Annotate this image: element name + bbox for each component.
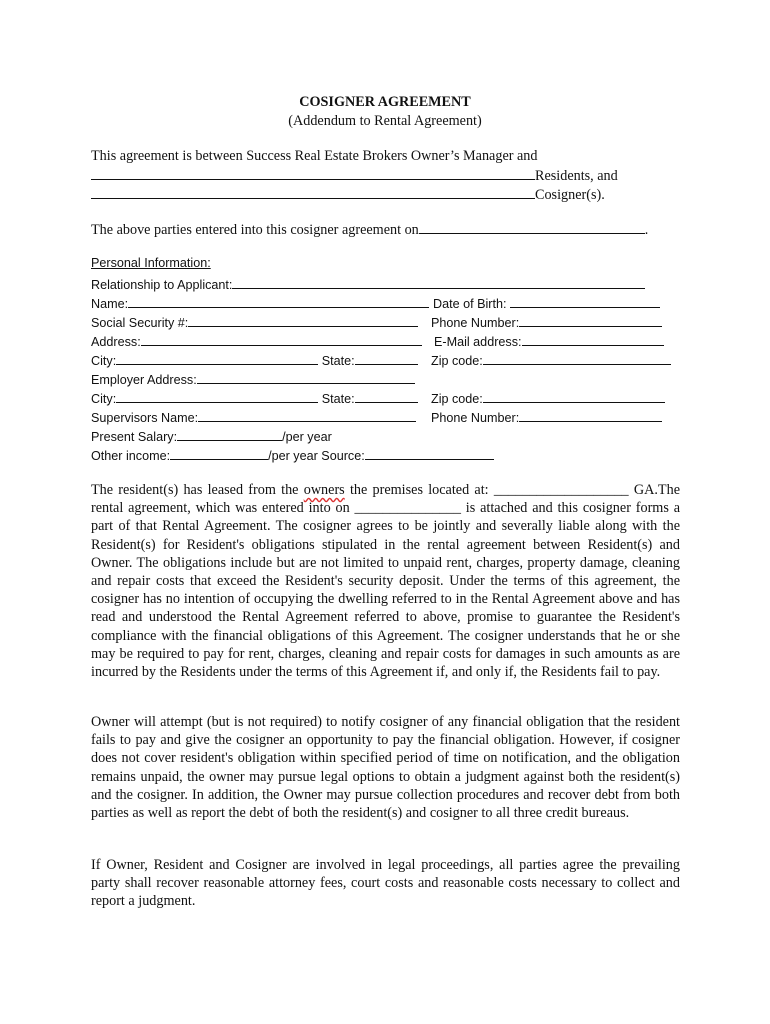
residents-blank[interactable]	[91, 166, 535, 180]
other-income-row	[91, 446, 494, 463]
relationship-row	[91, 275, 645, 292]
income-source-field[interactable]	[365, 446, 494, 460]
zip2-label: Zip code:	[431, 392, 483, 406]
dob-label: Date of Birth:	[433, 297, 507, 311]
salary-field[interactable]	[177, 427, 282, 441]
relationship-field[interactable]	[232, 275, 645, 289]
phone-field[interactable]	[519, 313, 662, 327]
city-field[interactable]	[116, 351, 318, 365]
salary-row	[91, 427, 332, 444]
cosigners-blank[interactable]	[91, 185, 535, 199]
supervisor-label: Supervisors Name:	[91, 411, 199, 425]
ssn-label: Social Security #:	[91, 316, 189, 330]
entered-line	[91, 220, 648, 239]
phone2-row	[431, 408, 662, 425]
entered-end: .	[644, 222, 649, 238]
entered-text: The above parties entered into this cosigner agreement on	[91, 222, 419, 238]
employer-address-field[interactable]	[197, 370, 415, 384]
dob-field[interactable]	[510, 294, 660, 308]
zip-field[interactable]	[483, 351, 671, 365]
zip-label: Zip code:	[431, 354, 483, 368]
name-row	[91, 294, 429, 311]
cosigners-line	[91, 185, 605, 204]
other-income-field[interactable]	[170, 446, 268, 460]
personal-info-heading: Personal Information:	[91, 256, 211, 270]
city2-field[interactable]	[116, 389, 318, 403]
lease-text-b: the premises located at: ___________________ GA.The rental agreement, which was entered into on _______________ is attached and this cosigner forms a part of that Rental Agreement. The cosigner agrees to be jointly and severally liable along with the Resident(s) for Resident's obligations stipulated in the rental agreement between Resident(s) and Owner. The obligations include but are not limited to unpaid rent, charges, property damage, cleaning and repair costs that exceed the Resident's security deposit. Under the terms of this agreement, the cosigner has no intention of occupying the dwelling referred to in the Rental Agreement above and has read and understood the Rental Agreement referred to above, promise to guarantee the Resident's compliance with the financial obligations of this Agreement. The cosigner understands that he or she may be required to pay for rent, charges, cleaning and repair costs for damages in such amounts as are incurred by the Residents under the terms of this Agreement if, and only if, the Residents fail to pay.	[91, 482, 680, 681]
phone-row	[431, 313, 662, 330]
employer-address-label: Employer Address:	[91, 373, 197, 387]
address-field[interactable]	[141, 332, 422, 346]
phone2-label: Phone Number:	[431, 411, 520, 425]
name-field[interactable]	[128, 294, 429, 308]
email-label: E-Mail address:	[434, 335, 522, 349]
state-label: State:	[321, 354, 355, 368]
zip2-row	[431, 389, 665, 406]
notification-paragraph: Owner will attempt (but is not required) to notify cosigner of any financial obligation that the resident fails to pay and give the cosigner an opportunity to pay the financial obligation. However, if cosigner does not cover resident's obligation within specified period of time on notification, and the obligation remains unpaid, the owner may pursue legal options to obtain a judgment against both the resident(s) and the cosigner. In addition, the Owner may pursue collection procedures and recover debt from both parties as well as report the debt of both the resident(s) and cosigner to all three credit bureaus.	[91, 714, 680, 822]
dob-row	[433, 294, 660, 311]
state-field[interactable]	[355, 351, 418, 365]
owners-word: owners	[303, 482, 345, 498]
entered-date-blank[interactable]	[419, 220, 645, 234]
supervisor-field[interactable]	[198, 408, 416, 422]
salary-label: Present Salary:	[91, 430, 178, 444]
other-income-label: Other income:	[91, 449, 171, 463]
state2-field[interactable]	[355, 389, 418, 403]
legal-proceedings-paragraph: If Owner, Resident and Cosigner are involved in legal proceedings, all parties agree the prevailing party shall recover reasonable attorney fees, court costs and reasonable costs necessary to collect and report a judgment.	[91, 857, 680, 910]
intro-line: This agreement is between Success Real Estate Brokers Owner’s Manager and	[91, 148, 538, 164]
cosigners-label: Cosigner(s).	[535, 187, 605, 203]
employer-address-row	[91, 370, 415, 387]
phone2-field[interactable]	[519, 408, 662, 422]
name-label: Name:	[91, 297, 129, 311]
lease-text-a: The resident(s) has leased from the	[91, 482, 304, 498]
salary-per-year: /per year	[282, 430, 332, 444]
residents-line	[91, 166, 618, 185]
address-label: Address:	[91, 335, 141, 349]
ssn-field[interactable]	[188, 313, 418, 327]
phone-label: Phone Number:	[431, 316, 520, 330]
city-label: City:	[91, 354, 117, 368]
address-row	[91, 332, 422, 349]
ssn-row	[91, 313, 418, 330]
state2-label: State:	[321, 392, 355, 406]
zip2-field[interactable]	[483, 389, 665, 403]
relationship-label: Relationship to Applicant:	[91, 278, 233, 292]
city-row	[91, 351, 418, 368]
zip-row	[431, 351, 671, 368]
city2-label: City:	[91, 392, 117, 406]
document-subtitle: (Addendum to Rental Agreement)	[288, 113, 482, 129]
email-row	[434, 332, 664, 349]
document-title: COSIGNER AGREEMENT	[299, 94, 471, 110]
supervisor-row	[91, 408, 416, 425]
lease-paragraph	[91, 481, 680, 681]
city2-row	[91, 389, 418, 406]
email-field[interactable]	[522, 332, 664, 346]
residents-label: Residents, and	[535, 168, 618, 184]
other-income-per-year-source: /per year Source:	[268, 449, 365, 463]
